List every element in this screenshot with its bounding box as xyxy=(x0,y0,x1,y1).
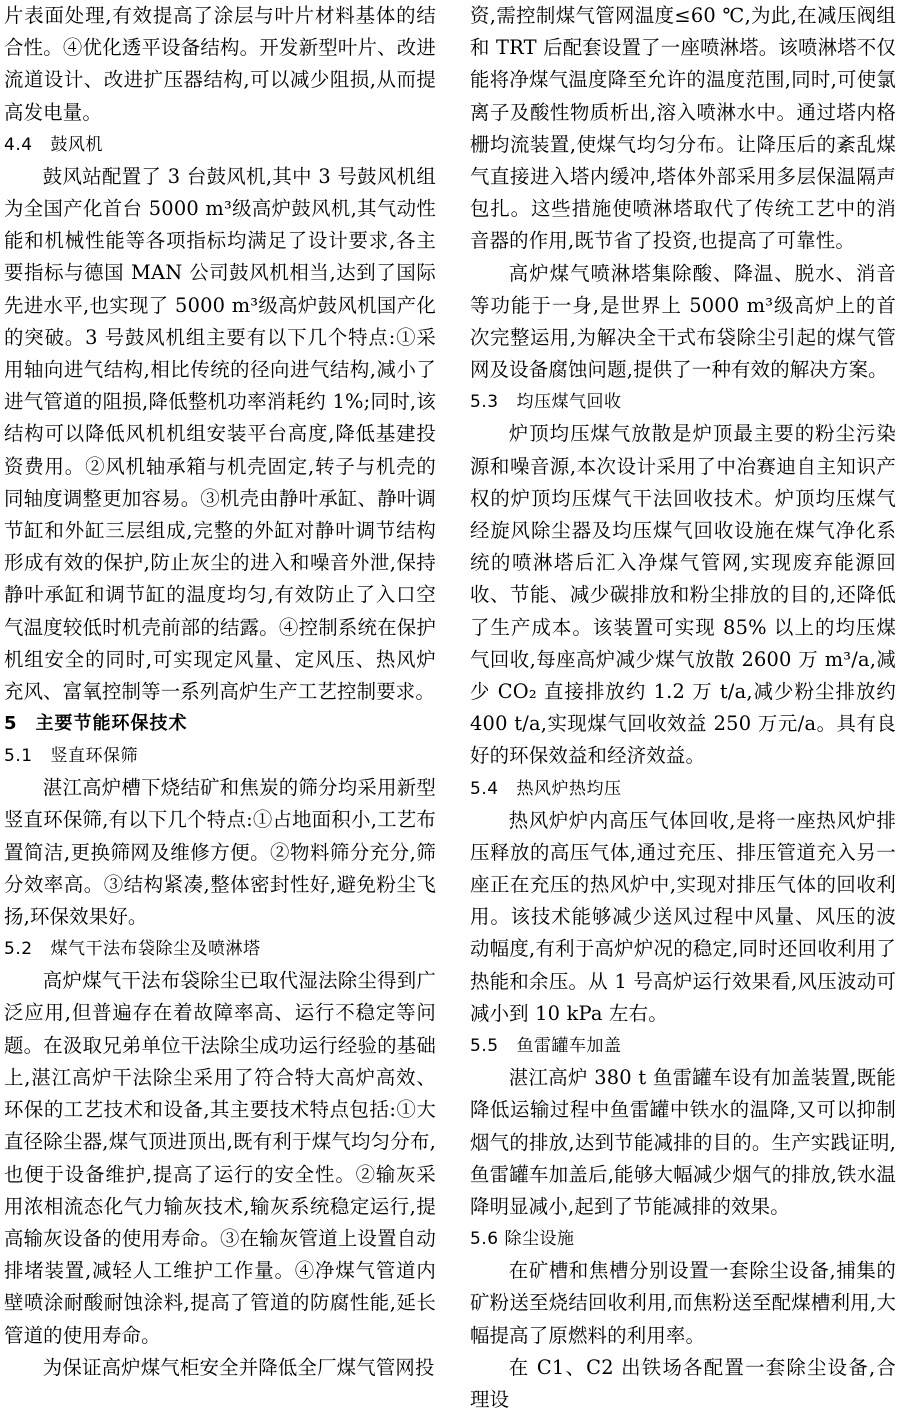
paragraph: 高炉煤气喷淋塔集除酸、降温、脱水、消音等功能于一身,是世界上 5000 m³级高炉上的首次完整运用,为解决全干式布袋除尘引起的煤气管网及设备腐蚀问题,提供了一种有效的解决方案。 xyxy=(470,261,896,382)
section-heading-5-6 xyxy=(470,1223,896,1255)
section-title: 主要节能环保技术 xyxy=(35,713,188,735)
section-title: 鼓风机 xyxy=(50,134,104,155)
section-number: 5.2 xyxy=(4,939,33,960)
section-number: 5 xyxy=(4,713,18,735)
section-title: 鱼雷罐车加盖 xyxy=(516,1036,622,1057)
left-column xyxy=(4,0,436,1384)
section-title: 竖直环保筛 xyxy=(50,746,139,767)
section-heading-5-5 xyxy=(470,1030,896,1062)
paragraph: 湛江高炉 380 t 鱼雷罐车设有加盖装置,既能降低运输过程中鱼雷罐中铁水的温降,又可以抑制烟气的排放,达到节能减排的目的。生产实践证明,鱼雷罐车加盖后,能够大幅减少烟气的排放,铁水温降明显减小,起到了节能减排的效果。 xyxy=(470,1066,896,1218)
paragraph: 在矿槽和焦槽分别设置一套除尘设备,捕集的矿粉送至烧结回收利用,而焦粉送至配煤槽利用,大幅提高了原燃料的利用率。 xyxy=(470,1259,896,1347)
section-title: 热风炉热均压 xyxy=(516,778,622,799)
section-title: 均压煤气回收 xyxy=(516,392,622,413)
section-title: 煤气干法布袋除尘及喷淋塔 xyxy=(50,939,261,960)
section-number: 5.3 xyxy=(470,392,499,413)
section-number: 5.5 xyxy=(470,1036,499,1057)
paragraph: 资,需控制煤气管网温度≤60 ℃,为此,在减压阀组和 TRT 后配套设置了一座喷淋塔。该喷淋塔不仅能将净煤气温度降至允许的温度范围,同时,可使氯离子及酸性物质析出,溶入喷淋水中。通过塔内格栅均流装置,使煤气均匀分布。让降压后的紊乱煤气直接进入塔内缓冲,塔体外部采用多层保温隔声包扎。这些措施使喷淋塔取代了传统工艺中的消音器的作用,既节省了投资,也提高了可靠性。 xyxy=(470,4,896,253)
section-heading-5 xyxy=(4,708,436,740)
paragraph: 热风炉炉内高压气体回收,是将一座热风炉排压释放的高压气体,通过充压、排压管道充入另一座正在充压的热风炉中,实现对排压气体的回收利用。该技术能够减少送风过程中风量、风压的波动幅度,有利于高炉炉况的稳定,同时还回收利用了热能和余压。从 1 号高炉运行效果看,风压波动可减小到 10 kPa 左右。 xyxy=(470,808,896,1025)
paragraph: 片表面处理,有效提高了涂层与叶片材料基体的结合性。④优化透平设备结构。开发新型叶片、改进流道设计、改进扩压器结构,可以减少阻损,从而提高发电量。 xyxy=(4,4,436,124)
paragraph: 高炉煤气干法布袋除尘已取代湿法除尘得到广泛应用,但普遍存在着故障率高、运行不稳定等问题。在汲取兄弟单位干法除尘成功运行经验的基础上,湛江高炉干法除尘采用了符合特大高炉高效、环保的工艺技术和设备,其主要技术特点包括:①大直径除尘器,煤气顶进顶出,既有利于煤气均匀分布,也便于设备维护,提高了运行的安全性。②输灰采用浓相流态化气力输灰技术,输灰系统稳定运行,提高输灰设备的使用寿命。③在输灰管道上设置自动排堵装置,减轻人工维护工作量。④净煤气管道内壁喷涂耐酸耐蚀涂料,提高了管道的防腐性能,延长管道的使用寿命。 xyxy=(4,969,436,1347)
section-number: 4.4 xyxy=(4,134,33,155)
section-heading-5-2 xyxy=(4,933,436,965)
paragraph: 湛江高炉槽下烧结矿和焦炭的筛分均采用新型竖直环保筛,有以下几个特点:①占地面积小,工艺布置简洁,更换筛网及维修方便。②物料筛分充分,筛分效率高。③结构紧凑,整体密封性好,避免粉尘飞扬,环保效果好。 xyxy=(4,776,436,929)
section-heading-5-3 xyxy=(470,386,896,418)
section-number: 5.6 xyxy=(470,1229,499,1250)
section-heading-5-4 xyxy=(470,773,896,805)
section-heading-5-1 xyxy=(4,740,436,772)
section-heading-4-4 xyxy=(4,129,436,161)
section-title: 除尘设施 xyxy=(504,1229,575,1250)
section-number: 5.1 xyxy=(4,746,33,767)
paragraph: 炉顶均压煤气放散是炉顶最主要的粉尘污染源和噪音源,本次设计采用了中冶赛迪自主知识产权的炉顶均压煤气干法回收技术。炉顶均压煤气经旋风除尘器及均压煤气回收设施在煤气净化系统的喷淋塔后汇入净煤气管网,实现废弃能源回收、节能、减少碳排放和粉尘排放的目的,还降低了生产成本。该装置可实现 85% 以上的均压煤气回收,每座高炉减少煤气放散 2600 万 m³/a,减少 CO₂ 直接排放约 1.2 万 t/a,减少粉尘排放约 400 t/a,实现煤气回收效益 250 万元/a。具有良好的环保效益和经济效益。 xyxy=(470,422,896,768)
paragraph: 为保证高炉煤气柜安全并降低全厂煤气管网投 xyxy=(42,1355,435,1379)
paragraph: 在 C1、C2 出铁场各配置一套除尘设备,合理设 xyxy=(470,1355,896,1411)
paragraph: 鼓风站配置了 3 台鼓风机,其中 3 号鼓风机组为全国产化首台 5000 m³级高炉鼓风机,其气动性能和机械性能等各项指标均满足了设计要求,各主要指标与德国 MAN 公司鼓风机相当,达到了国际先进水平,也实现了 5000 m³级高炉鼓风机国产化的突破。3 号鼓风机组主要有以下几个特点:①采用轴向进气结构,相比传统的径向进气结构,减小了进气管道的阻损,降低整机功率消耗约 1%;同时,该结构可以降低风机机组安装平台高度,降低基建投资费用。②风机轴承箱与机壳固定,转子与机壳的同轴度调整更加容易。③机壳由静叶承缸、静叶调节缸和外缸三层组成,完整的外缸对静叶调节结构形成有效的保护,防止灰尘的进入和噪音外泄,保持静叶承缸和调节缸的温度均匀,有效防止了入口空气温度较低时机壳前部的结露。④控制系统在保护机组安全的同时,可实现定风量、定风压、热风炉充风、富氧控制等一系列高炉生产工艺控制要求。 xyxy=(4,164,436,704)
right-column xyxy=(470,0,896,1416)
section-number: 5.4 xyxy=(470,778,499,799)
